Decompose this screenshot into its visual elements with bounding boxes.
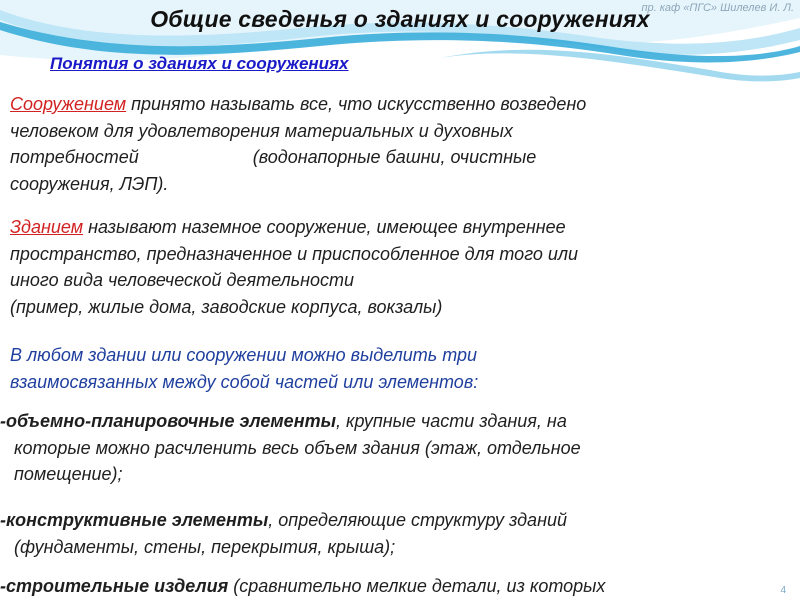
list-item-space-planning <box>0 408 790 488</box>
text-line: , крупные части здания, на <box>335 411 567 431</box>
text-line: потребностей <box>10 147 139 167</box>
term-building: Зданием <box>10 217 84 237</box>
text-line: (сравнительно мелкие детали, из которых <box>228 576 606 596</box>
text-line: называют наземное сооружение, имеющее внутреннее <box>83 217 566 237</box>
paragraph-building-definition <box>10 214 790 320</box>
text-line: пространство, предназначенное и приспособленное для того или <box>10 243 579 264</box>
text-line: иного вида человеческой деятельности <box>10 270 355 290</box>
text-line: взаимосвязанных между собой частей или элементов: <box>10 371 479 392</box>
term-space-planning: -объемно-планировочные элементы <box>0 411 336 431</box>
text-line: помещение); <box>14 464 123 484</box>
text-line: принято называть все, что искусственно возведено <box>126 94 587 114</box>
page-title: Общие сведенья о зданиях и сооружениях <box>150 6 650 32</box>
term-building-products: -строительные изделия <box>0 576 229 596</box>
section-subtitle: Понятия о зданиях и сооружениях <box>50 54 349 73</box>
text-line: которые можно расчленить весь объем здания (этаж, отдельное <box>14 437 581 458</box>
author-label: пр. каф «ПГС» Шилелев И. Л. <box>641 2 794 14</box>
paragraph-three-parts <box>10 342 790 395</box>
text-line: сооружения, ЛЭП). <box>10 173 169 194</box>
text-line: В любом здании или сооружении можно выделить три <box>10 345 478 365</box>
list-item-building-products <box>0 573 790 600</box>
paragraph-structure-definition <box>10 91 790 197</box>
text-line: (водонапорные башни, очистные <box>252 147 537 167</box>
text-line: (пример, жилые дома, заводские корпуса, вокзалы) <box>10 296 443 317</box>
text-line: , определяющие структуру зданий <box>268 510 567 530</box>
page-number: 4 <box>780 585 786 596</box>
list-item-structural <box>0 507 790 560</box>
text-line: человеком для удовлетворения материальных и духовных <box>10 120 513 141</box>
header-decoration <box>0 0 800 95</box>
text-line: (фундаменты, стены, перекрытия, крыша); <box>14 536 396 557</box>
term-structure: Сооружением <box>10 94 127 114</box>
term-structural: -конструктивные элементы <box>0 510 269 530</box>
